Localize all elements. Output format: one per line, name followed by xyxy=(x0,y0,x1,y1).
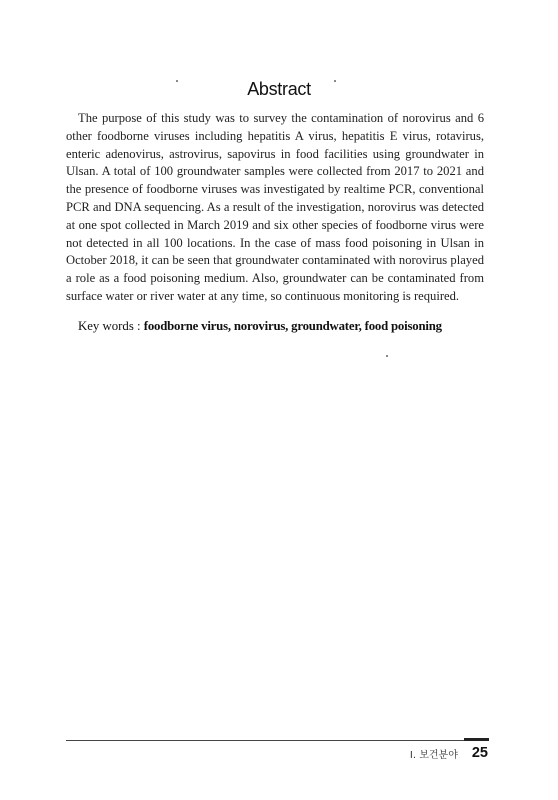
scan-speck xyxy=(334,80,336,82)
page-number: 25 xyxy=(471,745,488,762)
abstract-body: The purpose of this study was to survey the contamination of norovirus and 6 other foodborne viruses including hepatitis A virus, hepatitis E virus, rotavirus, enteric adenovirus, astrovirus, sapovirus in food facilities using groundwater in Ulsan. A total of 100 groundwater samples were collected from 2017 to 2021 and the presence of foodborne viruses was investigated by realtime PCR, conventional PCR and DNA sequencing. As a result of the investigation, norovirus was detected at one spot collected in March 2019 and six other species of foodborne virus were not detected in all 100 locations. In the case of mass food poisoning in Ulsan in October 2018, it can be seen that groundwater contaminated with norovirus played a role as a food poisoning medium. Also, groundwater can be contaminated from surface water or river water at any time, so continuous monitoring is required. xyxy=(66,111,484,303)
footer-rule xyxy=(66,740,487,741)
page-footer xyxy=(330,744,488,762)
abstract-title: Abstract xyxy=(247,79,311,100)
scan-speck xyxy=(176,80,178,82)
footer-accent-bar xyxy=(464,738,489,741)
keywords-line xyxy=(78,319,498,334)
keywords-label: Key words : xyxy=(78,319,141,333)
scan-speck xyxy=(386,355,388,357)
footer-section-label: Ⅰ. 보건분야 xyxy=(409,749,458,761)
keywords-values: foodborne virus, norovirus, groundwater, food poisoning xyxy=(143,319,442,333)
